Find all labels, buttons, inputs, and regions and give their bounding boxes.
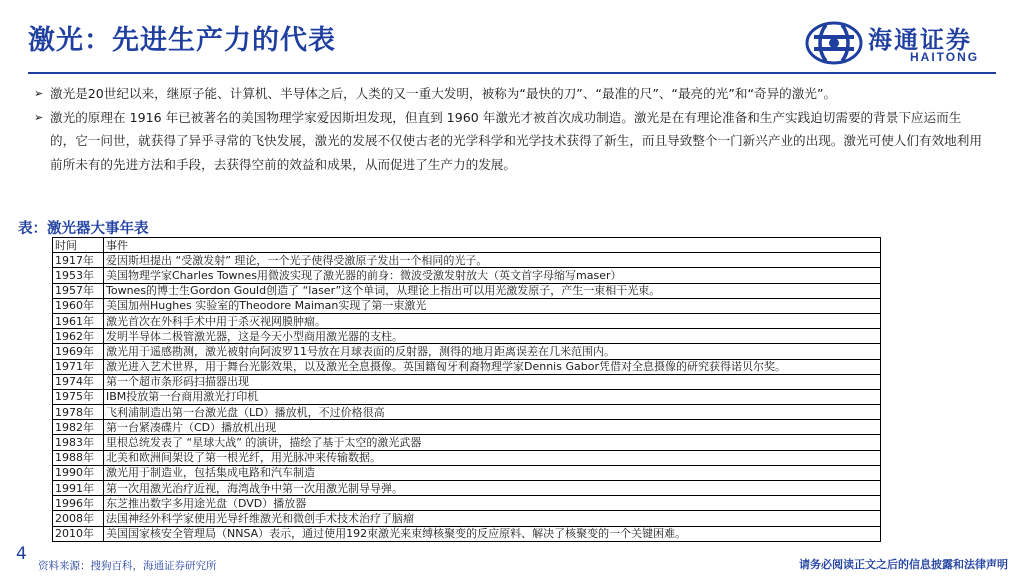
table-row [53, 420, 881, 435]
table-row [53, 496, 881, 511]
year-cell: 1953年 [53, 268, 104, 283]
year-cell: 1990年 [53, 465, 104, 480]
year-cell: 1996年 [53, 496, 104, 511]
table-row [53, 389, 881, 404]
event-cell: 第一次用激光治疗近视，海湾战争中第一次用激光制导导弹。 [104, 481, 881, 496]
event-cell: 东芝推出数字多用途光盘（DVD）播放器 [104, 496, 881, 511]
table-row [53, 298, 881, 313]
year-cell: 1962年 [53, 329, 104, 344]
event-cell: 激光首次在外科手术中用于杀灭视网膜肿瘤。 [104, 313, 881, 328]
year-cell: 1978年 [53, 405, 104, 420]
event-cell: 激光用于制造业，包括集成电路和汽车制造 [104, 465, 881, 480]
source-note: 资料来源：搜狗百科，海通证券研究所 [38, 560, 217, 572]
year-cell: 1969年 [53, 344, 104, 359]
event-cell: 第一个超市条形码扫描器出现 [104, 374, 881, 389]
year-cell: 1988年 [53, 450, 104, 465]
year-cell: 1991年 [53, 481, 104, 496]
table-row [53, 359, 881, 374]
company-logo [804, 20, 1000, 66]
event-cell: 里根总统发表了 “星球大战” 的演讲，描绘了基于太空的激光武器 [104, 435, 881, 450]
arrow-bullet-icon: ➢ [34, 87, 44, 100]
event-cell: 发明半导体二极管激光器，这是今天小型商用激光器的支柱。 [104, 329, 881, 344]
logo-name-cn: 海通证券 [868, 25, 972, 54]
table-row [53, 268, 881, 283]
table-row [53, 253, 881, 268]
table-body [53, 253, 881, 542]
year-cell: 2008年 [53, 511, 104, 526]
year-cell: 1974年 [53, 374, 104, 389]
intro-bullets [34, 82, 984, 176]
bullet-item [34, 106, 984, 177]
table-row [53, 526, 881, 541]
event-cell: 美国加州Hughes 实验室的Theodore Maiman实现了第一束激光 [104, 298, 881, 313]
table-header-cell: 时间 [53, 238, 104, 253]
table-row [53, 313, 881, 328]
logo-name-en: HAITONG [910, 50, 980, 64]
table-header-cell: 事件 [104, 238, 881, 253]
event-cell: 第一台紧凑碟片（CD）播放机出现 [104, 420, 881, 435]
year-cell: 1971年 [53, 359, 104, 374]
table-row [53, 435, 881, 450]
page-title: 激光：先进生产力的代表 [28, 25, 336, 56]
year-cell: 1957年 [53, 283, 104, 298]
bullet-text: 激光的原理在 1916 年已被著名的美国物理学家爱因斯坦发现，但直到 1960 年激光才被首次成功制造。激光是在有理论准备和生产实践迫切需要的背景下应运而生的，它一问世，就获得了异乎寻常的飞快发展，激光的发展不仅使古老的光学科学和光学技术获得了新生，而且导致整个一门新兴产业的出现。激光可使人们有效地利用前所未有的先进方法和手段，去获得空前的效益和成果，从而促进了生产力的发展。 [50, 109, 982, 172]
year-cell: 1975年 [53, 389, 104, 404]
event-cell: 飞利浦制造出第一台激光盘（LD）播放机，不过价格很高 [104, 405, 881, 420]
event-cell: 爱因斯坦提出 “受激发射” 理论，一个光子使得受激原子发出一个相同的光子。 [104, 253, 881, 268]
event-cell: 激光进入艺术世界，用于舞台光影效果，以及激光全息摄像。英国籍匈牙利裔物理学家Dennis Gabor凭借对全息摄像的研究获得诺贝尔奖。 [104, 359, 881, 374]
event-cell: IBM投放第一台商用激光打印机 [104, 389, 881, 404]
event-cell: 美国物理学家Charles Townes用微波实现了激光器的前身：微波受激发射放大（英文首字母缩写maser） [104, 268, 881, 283]
year-cell: 1960年 [53, 298, 104, 313]
table-row [53, 344, 881, 359]
laser-events-table [52, 237, 881, 542]
table-row [53, 329, 881, 344]
year-cell: 1917年 [53, 253, 104, 268]
event-cell: 北美和欧洲间架设了第一根光纤，用光脉冲来传输数据。 [104, 450, 881, 465]
year-cell: 1961年 [53, 313, 104, 328]
year-cell: 1983年 [53, 435, 104, 450]
year-cell: 2010年 [53, 526, 104, 541]
page-number: 4 [16, 544, 27, 564]
table-row [53, 283, 881, 298]
table-row [53, 465, 881, 480]
table-row [53, 481, 881, 496]
table-row [53, 450, 881, 465]
event-cell: 美国国家核安全管理局（NNSA）表示，通过使用192束激光来束缚核聚变的反应原料、解决了核聚变的一个关键困难。 [104, 526, 881, 541]
table-row [53, 374, 881, 389]
event-cell: 法国神经外科学家使用光导纤维激光和微创手术技术治疗了脑瘤 [104, 511, 881, 526]
bullet-text: 激光是20世纪以来，继原子能、计算机、半导体之后，人类的又一重大发明，被称为“最快的刀”、“最准的尺”、“最亮的光”和“奇异的激光”。 [50, 86, 837, 101]
haitong-logo-icon [804, 20, 864, 66]
bullet-item [34, 82, 984, 106]
table-row [53, 511, 881, 526]
table-header-row [53, 238, 881, 253]
table-row [53, 405, 881, 420]
event-cell: Townes的博士生Gordon Gould创造了 “laser”这个单词，从理论上指出可以用光激发原子，产生一束相干光束。 [104, 283, 881, 298]
header-divider [28, 72, 996, 74]
table-title: 表：激光器大事年表 [18, 220, 149, 237]
arrow-bullet-icon: ➢ [34, 110, 44, 124]
event-cell: 激光用于遥感勘测，激光被射向阿波罗11号放在月球表面的反射器，测得的地月距离误差在几米范围内。 [104, 344, 881, 359]
year-cell: 1982年 [53, 420, 104, 435]
disclaimer-note: 请务必阅读正文之后的信息披露和法律声明 [799, 558, 1008, 571]
